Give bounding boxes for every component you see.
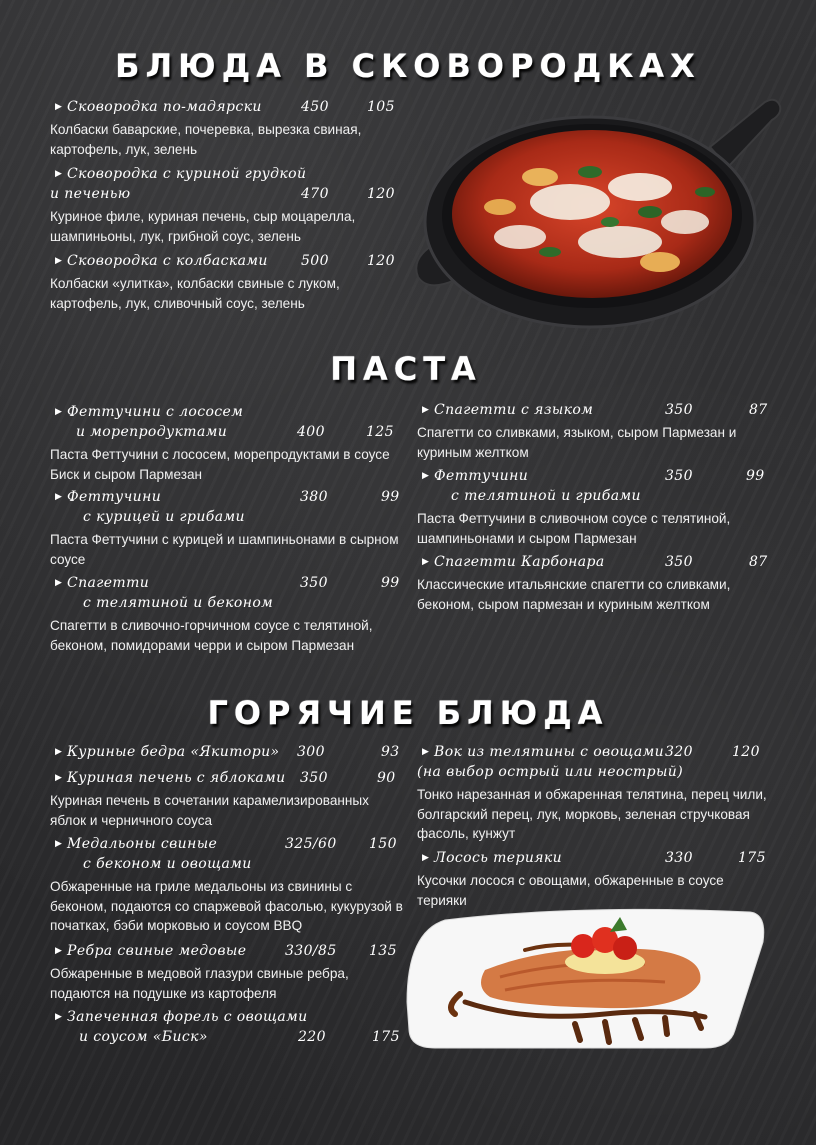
item-name: Сковородка с куриной грудкой [67, 166, 307, 182]
bullet-arrow-icon: ▶ [55, 839, 63, 849]
bullet-arrow-icon: ▶ [422, 405, 430, 415]
item-description: Спагетти со сливками, языком, сыром Пармезан и куриным желтком [417, 425, 737, 460]
menu-item [55, 744, 405, 764]
item-name-line2: с телятиной и грибами [451, 488, 641, 504]
item-price: 99 [381, 489, 400, 505]
item-description: Колбаски «улитка», колбаски свиные с луком, картофель, лук, сливочный соус, зелень [50, 276, 340, 311]
item-price: 99 [746, 468, 765, 484]
menu-item [50, 836, 405, 936]
item-weight: 380 [300, 489, 328, 505]
item-name: Ребра свиные медовые [67, 943, 247, 959]
item-name-line2: и соусом «Биск» [79, 1029, 208, 1045]
item-price: 90 [377, 770, 396, 786]
menu-item [50, 404, 405, 484]
bullet-arrow-icon: ▶ [55, 102, 63, 112]
item-weight: 450 [301, 99, 329, 115]
item-name-line2: с телятиной и беконом [83, 595, 274, 611]
item-price: 150 [369, 836, 397, 852]
item-name: Спагетти с языком [434, 402, 594, 418]
item-weight: 350 [665, 402, 693, 418]
item-weight: 350 [300, 575, 328, 591]
bullet-arrow-icon: ▶ [55, 407, 63, 417]
item-description: Обжаренные на гриле медальоны из свинины с беконом, подаются со спаржевой фасолью, кукурузой в початках, бэби морковью и соусом BBQ [50, 879, 403, 933]
item-description: Паста Феттучини в сливочном соусе с телятиной, шампиньонами и сыром Пармезан [417, 511, 731, 546]
item-price: 135 [369, 943, 397, 959]
item-price: 105 [367, 99, 395, 115]
item-description: Паста Феттучини с курицей и шампиньонами в сырном соусе [50, 532, 399, 567]
section-title-pans: БЛЮДА В СКОВОРОДКАХ [115, 47, 701, 85]
item-name: Лосось терияки [434, 850, 563, 866]
item-description: Паста Феттучини с лососем, морепродуктами в соусе Биск и сыром Пармезан [50, 447, 390, 482]
section-title-pasta: ПАСТА [330, 350, 482, 388]
bullet-arrow-icon: ▶ [55, 946, 63, 956]
item-description: Кусочки лосося с овощами, обжаренные в соусе терияки [417, 873, 724, 908]
item-name: Спагетти Карбонара [434, 554, 605, 570]
bullet-arrow-icon: ▶ [55, 578, 63, 588]
item-description: Колбаски баварские, почеревка, вырезка свиная, картофель, лук, зелень [50, 122, 362, 157]
bullet-arrow-icon: ▶ [55, 1012, 63, 1022]
item-weight: 350 [300, 770, 328, 786]
item-price: 87 [749, 554, 768, 570]
menu-item [417, 468, 772, 548]
item-price: 175 [372, 1029, 400, 1045]
item-weight: 500 [301, 253, 329, 269]
item-name-line2: с курицей и грибами [83, 509, 245, 525]
bullet-arrow-icon: ▶ [55, 492, 63, 502]
menu-item [55, 1009, 405, 1049]
item-name-line2: с беконом и овощами [83, 856, 252, 872]
menu-item [50, 166, 405, 246]
item-name: Феттучини [67, 489, 162, 505]
item-price: 120 [367, 186, 395, 202]
skillet-dish-image [410, 92, 785, 332]
bullet-arrow-icon: ▶ [422, 747, 430, 757]
item-description: Обжаренные в медовой глазури свиные ребра, подаются на подушке из картофеля [50, 966, 349, 1001]
menu-item [50, 770, 405, 830]
item-name-line2: и печенью [50, 186, 131, 202]
item-price: 120 [367, 253, 395, 269]
item-description: Куриная печень в сочетании карамелизированных яблок и черничного соуса [50, 793, 369, 828]
menu-item [50, 489, 405, 569]
item-weight: 300 [297, 744, 325, 760]
item-name-line2: (на выбор острый или неострый) [417, 764, 684, 780]
item-description: Классические итальянские спагетти со сливками, беконом, сыром пармезан и куриным желтком [417, 577, 731, 612]
item-description: Спагетти в сливочно-горчичном соусе с телятиной, беконом, помидорами черри и сыром Пармезан [50, 618, 373, 653]
bullet-arrow-icon: ▶ [55, 256, 63, 266]
item-name: Медальоны свиные [67, 836, 218, 852]
item-description: Куриное филе, куриная печень, сыр моцарелла, шампиньоны, лук, грибной соус, зелень [50, 209, 356, 244]
menu-item [50, 575, 405, 655]
menu-item [50, 943, 405, 1003]
item-price: 93 [381, 744, 400, 760]
menu-item [417, 554, 772, 614]
menu-item [417, 744, 772, 844]
item-price: 175 [738, 850, 766, 866]
bullet-arrow-icon: ▶ [55, 773, 63, 783]
bullet-arrow-icon: ▶ [422, 471, 430, 481]
salmon-plate-image [405, 902, 765, 1052]
menu-item [50, 99, 405, 159]
bullet-arrow-icon: ▶ [55, 747, 63, 757]
item-price: 99 [381, 575, 400, 591]
item-weight: 400 [297, 424, 325, 440]
menu-item [417, 402, 772, 462]
bullet-arrow-icon: ▶ [55, 169, 63, 179]
item-price: 120 [732, 744, 760, 760]
bullet-arrow-icon: ▶ [422, 557, 430, 567]
item-name: Спагетти [67, 575, 150, 591]
item-price: 87 [749, 402, 768, 418]
item-name: Запеченная форель с овощами [67, 1009, 308, 1025]
item-price: 125 [366, 424, 394, 440]
item-weight: 220 [298, 1029, 326, 1045]
item-description: Тонко нарезанная и обжаренная телятина, перец чили, болгарский перец, лук, морковь, зеленая стручковая фасоль, кунжут [417, 787, 767, 841]
section-title-hot: ГОРЯЧИЕ БЛЮДА [207, 694, 609, 732]
menu-item [417, 850, 772, 910]
item-weight: 320 [665, 744, 693, 760]
item-weight: 330/85 [285, 943, 337, 959]
item-weight: 470 [301, 186, 329, 202]
item-name: Вок из телятины с овощами [434, 744, 665, 760]
bullet-arrow-icon: ▶ [422, 853, 430, 863]
item-name: Феттучини [434, 468, 529, 484]
item-weight: 350 [665, 468, 693, 484]
item-name: Куриные бедра «Якитори» [67, 744, 280, 760]
item-weight: 330 [665, 850, 693, 866]
item-name: Сковородка по-мадярски [67, 99, 262, 115]
item-name-line2: и морепродуктами [76, 424, 228, 440]
item-name: Феттучини с лососем [67, 404, 244, 420]
menu-item [50, 253, 405, 313]
item-name: Сковородка с колбасками [67, 253, 268, 269]
item-name: Куриная печень с яблоками [67, 770, 286, 786]
item-weight: 350 [665, 554, 693, 570]
item-weight: 325/60 [285, 836, 337, 852]
